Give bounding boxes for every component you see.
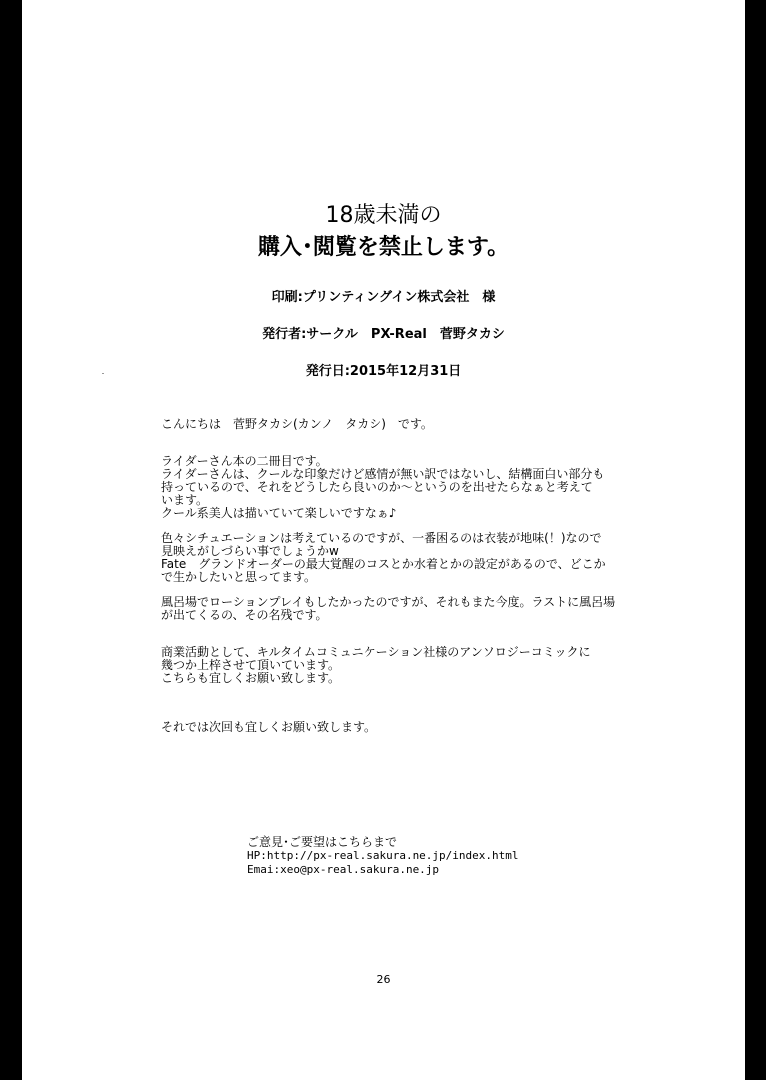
page-number: 26	[376, 973, 391, 986]
age-restriction-title	[22, 200, 745, 264]
paragraph-greeting: こんにちは 菅野タカシ(カンノ タカシ) です。	[161, 417, 433, 431]
printer-info: 印刷:プリンティングイン株式会社 様	[271, 290, 496, 305]
paragraph-rider: ライダーさん本の二冊目です。 ライダーさんは、クールな印象だけど感情が無い訳ではないし、結構面白い部分も 持っているので、それをどうしたら良いのか～というのを出せたらなぁと考えて います。 クール系美人は描いていて楽しいですなぁ♪	[161, 454, 605, 520]
title-line-2: 購入･閲覧を禁止します。	[257, 235, 510, 260]
contact-block	[247, 835, 519, 877]
contact-heading: ご意見･ご要望はこちらまで	[247, 835, 398, 849]
homepage-url: HP:http://px-real.sakura.ne.jp/index.html	[247, 849, 519, 862]
publisher-info: 発行者:サークル PX-Real 菅野タカシ	[262, 327, 505, 342]
paragraph-closing: それでは次回も宜しくお願い致します。	[161, 720, 377, 734]
paragraph-bath: 風呂場でローションプレイもしたかったのですが、それもまた今度。ラストに風呂場 が出てくるの、その名残です。	[161, 595, 616, 622]
afterword-text	[161, 418, 621, 746]
paragraph-commercial: 商業活動として、キルタイムコミュニケーション社様のアンソロジーコミックに 幾つか上梓させて頂いています。 こちらも宜しくお願い致します。	[161, 645, 591, 685]
contact-email: Emai:xeo@px-real.sakura.ne.jp	[247, 863, 440, 876]
document-page	[22, 0, 745, 1080]
title-line-1: 18歳未満の	[325, 203, 442, 228]
paragraph-situations: 色々シチュエーションは考えているのですが、一番困るのは衣装が地味(！)なので 見映えがしづらい事でしょうかw Fate グランドオーダーの最大覚醒のコスとか水着とかの設定があるので、どこか で生かしたいと思ってます。	[161, 531, 606, 584]
publish-date: 発行日:2015年12月31日	[305, 364, 462, 379]
